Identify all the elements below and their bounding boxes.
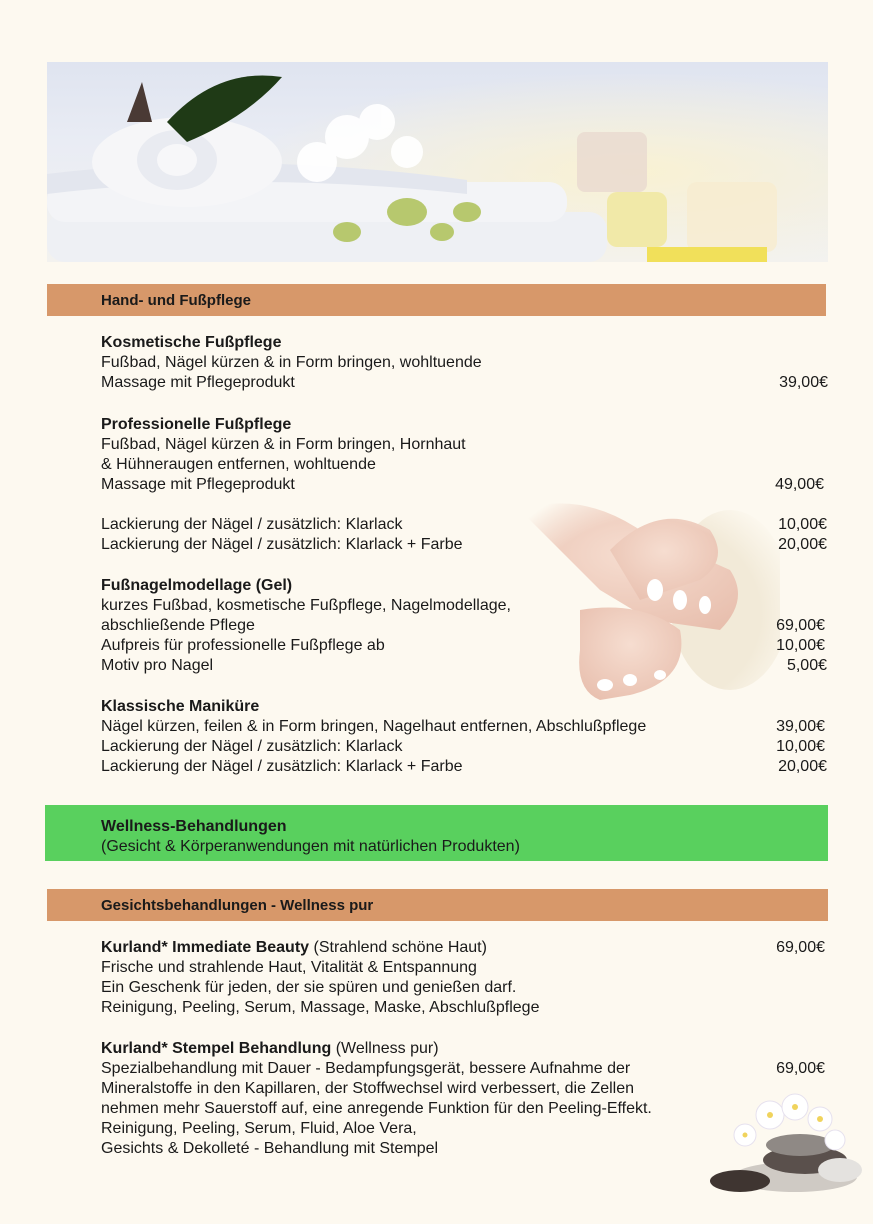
section-bar-gesichtsbehandlungen: [47, 889, 828, 921]
item-line: Motiv pro Nagel: [101, 657, 214, 674]
section-title: Gesichtsbehandlungen - Wellness pur: [101, 897, 374, 914]
item-name-kosmetische-fusspflege: Kosmetische Fußpflege: [101, 334, 282, 351]
item-price: 10,00€: [776, 738, 825, 755]
item-price: 20,00€: [778, 536, 827, 553]
item-heading-stempel-behandlung: [101, 1039, 439, 1059]
orchid-stones-photo: [695, 1085, 863, 1200]
item-line: Lackierung der Nägel / zusätzlich: Klarlack: [101, 738, 403, 755]
spa-towels-orchid-banner: [47, 62, 828, 262]
item-line: Fußbad, Nägel kürzen & in Form bringen, Hornhaut: [101, 436, 466, 453]
item-line: Frische und strahlende Haut, Vitalität & Entspannung: [101, 959, 477, 976]
item-line: Massage mit Pflegeprodukt: [101, 374, 295, 391]
item-line: Ein Geschenk für jeden, der sie spüren und genießen darf.: [101, 979, 517, 996]
item-line: Aufpreis für professionelle Fußpflege ab: [101, 637, 385, 654]
item-line: kurzes Fußbad, kosmetische Fußpflege, Nagelmodellage,: [101, 597, 511, 614]
item-tagline: (Strahlend schöne Haut): [309, 939, 487, 956]
item-price: 10,00€: [778, 516, 827, 533]
item-heading-immediate-beauty: [101, 938, 487, 958]
item-line: Fußbad, Nägel kürzen & in Form bringen, wohltuende: [101, 354, 482, 371]
item-name-fussnagelmodellage: Fußnagelmodellage (Gel): [101, 577, 293, 594]
item-line: Lackierung der Nägel / zusätzlich: Klarlack + Farbe: [101, 536, 463, 553]
spa-banner-image: [47, 62, 828, 262]
item-line: & Hühneraugen entfernen, wohltuende: [101, 456, 376, 473]
item-line: abschließende Pflege: [101, 617, 255, 634]
item-price: 49,00€: [775, 476, 824, 493]
item-line: Reinigung, Peeling, Serum, Massage, Maske, Abschlußpflege: [101, 999, 540, 1016]
item-line: Gesichts & Dekolleté - Behandlung mit Stempel: [101, 1140, 439, 1157]
item-price: 20,00€: [778, 758, 827, 775]
item-price: 5,00€: [786, 657, 827, 674]
item-name-klassische-manikuere: Klassische Maniküre: [101, 698, 260, 715]
item-price: 39,00€: [779, 374, 828, 391]
item-line: Lackierung der Nägel / zusätzlich: Klarlack + Farbe: [101, 758, 463, 775]
item-line: nehmen mehr Sauerstoff auf, eine anregende Funktion für den Peeling-Effekt.: [101, 1100, 652, 1117]
item-price: 69,00€: [776, 939, 825, 956]
section-subtitle: (Gesicht & Körperanwendungen mit natürlichen Produkten): [101, 838, 520, 855]
item-name-professionelle-fusspflege: Professionelle Fußpflege: [101, 416, 292, 433]
item-line: Lackierung der Nägel / zusätzlich: Klarlack: [101, 516, 403, 533]
item-line: Massage mit Pflegeprodukt: [101, 476, 295, 493]
item-tagline: (Wellness pur): [331, 1040, 439, 1057]
feet-hands-photo: [480, 490, 780, 740]
item-line: Nägel kürzen, feilen & in Form bringen, Nagelhaut entfernen, Abschlußpflege: [101, 718, 647, 735]
section-title: Wellness-Behandlungen: [101, 818, 287, 835]
item-name: Kurland* Immediate Beauty: [101, 939, 310, 956]
item-line: Reinigung, Peeling, Serum, Fluid, Aloe Vera,: [101, 1120, 417, 1137]
item-price: 39,00€: [776, 718, 825, 735]
item-name: Kurland* Stempel Behandlung: [101, 1040, 332, 1057]
item-price: 10,00€: [776, 637, 825, 654]
item-price: 69,00€: [776, 617, 825, 634]
section-bar-hand-fusspflege: [47, 284, 826, 316]
section-title: Hand- und Fußpflege: [101, 292, 251, 309]
item-price: 69,00€: [776, 1060, 825, 1077]
item-line: Spezialbehandlung mit Dauer - Bedampfungsgerät, bessere Aufnahme der: [101, 1060, 631, 1077]
section-bar-wellness: [45, 805, 828, 861]
item-line: Mineralstoffe in den Kapillaren, der Stoffwechsel wird verbessert, die Zellen: [101, 1080, 635, 1097]
